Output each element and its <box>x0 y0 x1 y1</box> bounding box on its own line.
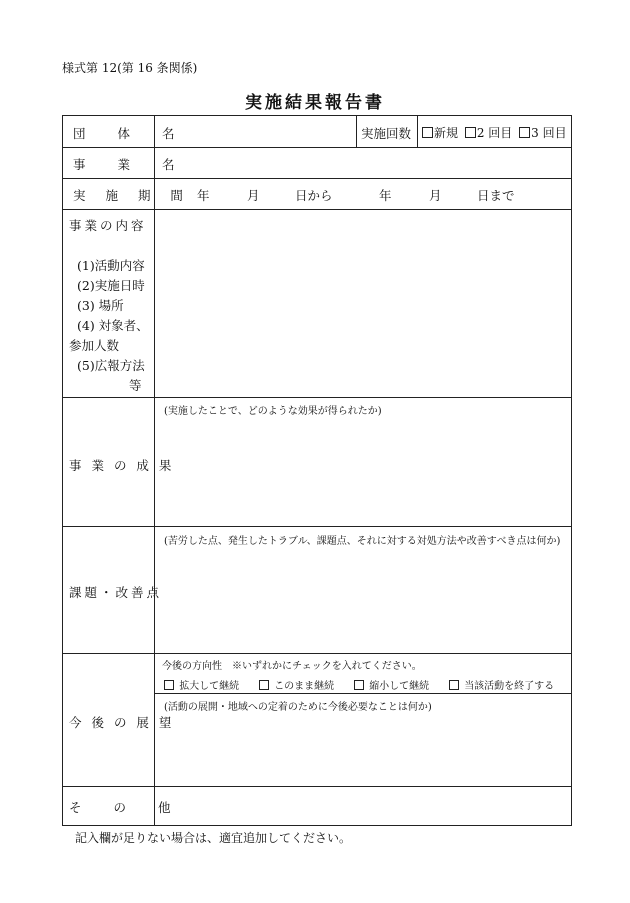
organization-field[interactable] <box>155 117 355 146</box>
period-to-month: 月 <box>429 188 442 203</box>
count-option-3rd[interactable]: 3 回目 <box>519 126 566 140</box>
other-field[interactable] <box>155 787 570 824</box>
checkbox-icon <box>519 127 530 138</box>
checkbox-icon <box>449 680 459 690</box>
report-form-table <box>62 115 572 826</box>
content-item: (4) 対象者、 <box>77 318 149 333</box>
content-item: (3) 場所 <box>77 298 124 313</box>
results-hint: (実施したことで、どのような効果が得られたか) <box>164 406 382 417</box>
issues-field[interactable] <box>155 546 570 652</box>
outlook-label: 今 後 の 展 望 <box>69 715 175 730</box>
checkbox-icon <box>164 680 174 690</box>
count-option-new[interactable]: 新規 <box>422 126 458 140</box>
form-reference: 様式第 12(第 16 条関係) <box>62 61 198 75</box>
outlook-option[interactable]: 縮小して継続 <box>354 677 429 692</box>
results-label: 事 業 の 成 果 <box>69 458 175 473</box>
count-options <box>422 124 567 141</box>
content-field[interactable] <box>155 210 570 396</box>
other-label: そ の 他 <box>69 800 185 815</box>
document-title: 実施結果報告書 <box>245 93 385 113</box>
content-item: (5)広報方法 <box>77 358 145 373</box>
outlook-option[interactable]: 当該活動を終了する <box>449 677 554 692</box>
content-item: (1)活動内容 <box>77 258 145 273</box>
issues-label: 課題・改善点 <box>69 585 163 600</box>
project-name-label: 事 業 名 <box>73 157 189 172</box>
content-item: 参加人数 <box>69 338 120 353</box>
project-name-field[interactable] <box>155 148 570 177</box>
outlook-option[interactable]: このまま継続 <box>259 677 334 692</box>
content-heading: 事業の内容 <box>69 218 147 233</box>
period-from-month: 月 <box>247 188 260 203</box>
count-label: 実施回数 <box>361 126 412 141</box>
content-item: 等 <box>129 378 142 393</box>
period-to-year: 年 <box>379 188 392 203</box>
checkbox-icon <box>422 127 433 138</box>
checkbox-icon <box>259 680 269 690</box>
content-item: (2)実施日時 <box>77 278 145 293</box>
outlook-direction: 今後の方向性 ※いずれかにチェックを入れてください。 <box>162 661 422 672</box>
footnote: 記入欄が足りない場合は、適宜追加してください。 <box>75 831 352 845</box>
checkbox-icon <box>354 680 364 690</box>
period-from-day: 日から <box>295 188 333 203</box>
issues-hint: (苦労した点、発生したトラブル、課題点、それに対する対処方法や改善すべき点は何か) <box>164 536 561 547</box>
period-label: 実 施 期 間 <box>73 188 191 203</box>
outlook-field[interactable] <box>155 713 570 785</box>
organization-label: 団 体 名 <box>73 126 189 141</box>
period-to-day: 日まで <box>477 188 515 203</box>
period-from-year: 年 <box>197 188 210 203</box>
count-option-2nd[interactable]: 2 回目 <box>465 126 512 140</box>
results-field[interactable] <box>155 416 570 525</box>
checkbox-icon <box>465 127 476 138</box>
outlook-option[interactable]: 拡大して継続 <box>164 677 239 692</box>
outlook-hint: (活動の展開・地域への定着のために今後必要なことは何か) <box>164 702 432 713</box>
